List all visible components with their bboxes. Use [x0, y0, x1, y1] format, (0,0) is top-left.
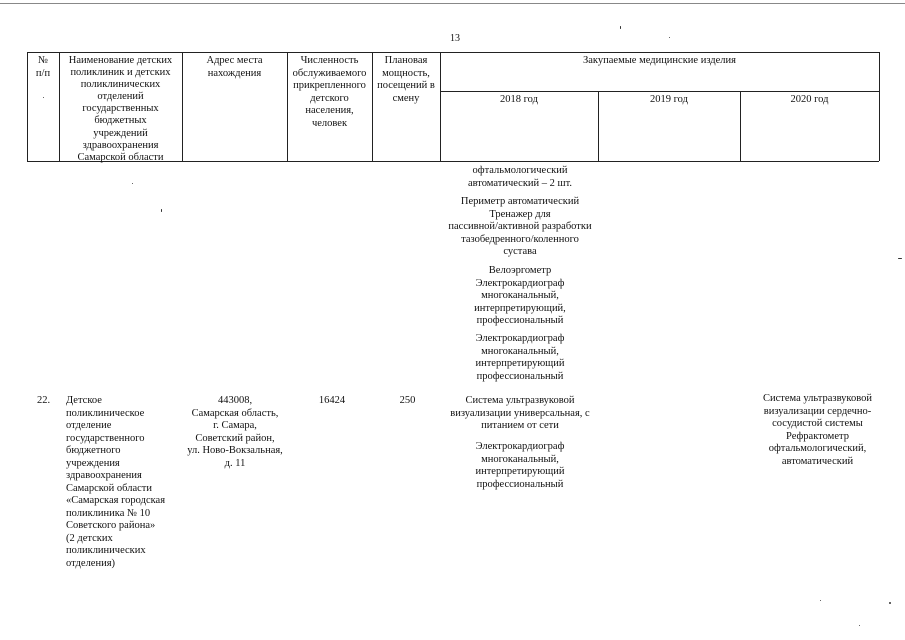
top-border [0, 3, 905, 4]
scan-speck [669, 37, 670, 38]
row22-2018-item-2: Электрокардиограф многоканальный, интерпретирующий профессиональный [475, 441, 565, 490]
header-2018: 2018 год [500, 94, 538, 105]
scan-speck [859, 625, 860, 626]
continuation-item-3: Велоэргометр Электрокардиограф многоканальный, интерпретирующий, профессиональный [474, 265, 566, 326]
scan-speck [820, 600, 821, 601]
scan-speck [898, 258, 902, 259]
row22-num: 22. [37, 395, 51, 406]
header-name: Наименование детских поликлиник и детских поликлинических отделений государственных бюджетных учреждений здравоохранения Самарской области [68, 55, 173, 163]
row22-capacity: 250 [399, 395, 416, 406]
header-num: № п/п [35, 55, 51, 79]
scan-speck [620, 26, 621, 29]
row22-address: 443008, Самарская область, г. Самара, Советский район, ул. Ново-Вокзальная, д. 11 [187, 395, 283, 469]
continuation-item-2: Периметр автоматический Тренажер для пассивной/активной разработки тазобедренного/коленного сустава [448, 196, 592, 257]
scan-speck [132, 183, 133, 184]
header-address: Адрес места нахождения [206, 55, 263, 79]
row22-name: Детское поликлиническое отделение государственного бюджетного учреждения здравоохранения Самарской области «Самарская городская поликлиника № 10 Советского района» (2 детских поликлинических отделения) [66, 395, 166, 569]
row22-2018-item-1: Система ультразвуковой визуализации универсальная, с питанием от сети [450, 395, 590, 431]
header-2020: 2020 год [790, 94, 829, 105]
header-capacity: Плановая мощность, посещений в смену [377, 55, 435, 104]
row22-population: 16424 [318, 395, 346, 406]
continuation-item-4: Электрокардиограф многоканальный, интерпретирующий профессиональный [475, 333, 565, 382]
header-purchased: Закупаемые медицинские изделия [583, 55, 736, 66]
header-2019: 2019 год [650, 94, 688, 105]
row22-2020-item-1: Система ультразвуковой визуализации сердечно- сосудистой системы Рефрактометр офтальмологический, автоматический [762, 393, 872, 467]
scan-speck [889, 602, 891, 604]
page-number: 13 [450, 33, 460, 44]
continuation-item-1: офтальмологический автоматический – 2 шт. [467, 165, 573, 189]
scan-speck [161, 209, 162, 212]
scan-speck [43, 97, 44, 98]
header-population: Численность обслуживаемого прикрепленного детского населения, человек [292, 55, 367, 129]
